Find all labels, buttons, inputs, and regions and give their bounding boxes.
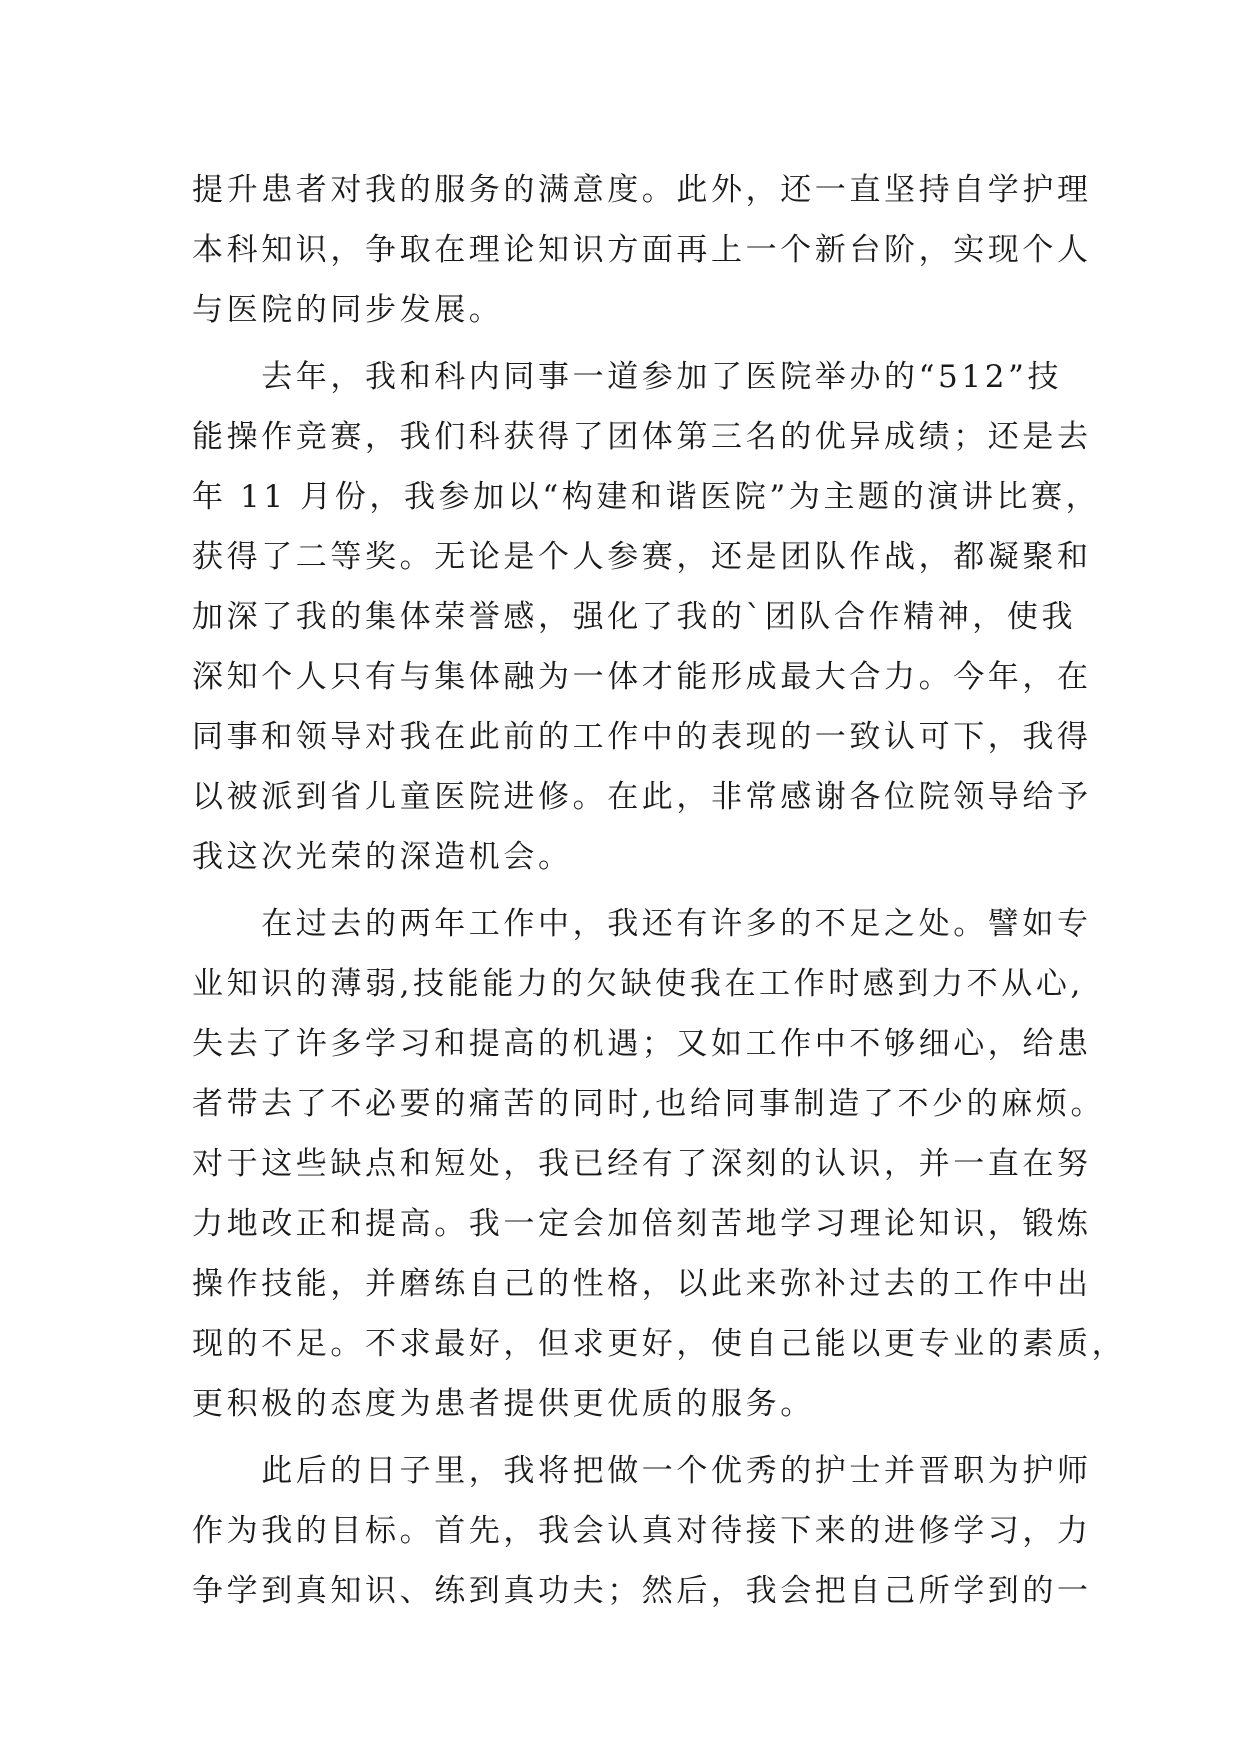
document-body: [192, 160, 1127, 1621]
text-line: 去年，我和科内同事一道参加了医院举办的“512”技: [192, 359, 1063, 395]
text-line: 与医院的同步发展。: [192, 292, 504, 328]
paragraph-2: [192, 347, 1101, 887]
text-line: 加深了我的集体荣誉感，强化了我的`团队合作精神，使我: [192, 599, 1077, 635]
text-line: 获得了二等奖。无论是个人参赛，还是团队作战，都凝聚和: [192, 539, 1092, 575]
text-line: 现的不足。不求最好，但求更好，使自己能以更专业的素质，: [192, 1326, 1127, 1362]
text-line: 能操作竞赛，我们科获得了团体第三名的优异成绩；还是去: [192, 419, 1092, 455]
text-line: 在过去的两年工作中，我还有许多的不足之处。譬如专: [192, 906, 1092, 942]
text-line: 争学到真知识、练到真功夫；然后，我会把自己所学到的一: [192, 1573, 1092, 1609]
paragraph-3: [192, 894, 1127, 1434]
text-line: 同事和领导对我在此前的工作中的表现的一致认可下，我得: [192, 719, 1092, 755]
text-line: 提升患者对我的服务的满意度。此外，还一直坚持自学护理: [192, 172, 1092, 208]
text-line: 对于这些缺点和短处，我已经有了深刻的认识，并一直在努: [192, 1146, 1092, 1182]
text-line: 本科知识，争取在理论知识方面再上一个新台阶，实现个人: [192, 232, 1092, 268]
text-line: 以被派到省儿童医院进修。在此，非常感谢各位院领导给予: [192, 779, 1092, 815]
paragraph-spacing: [192, 887, 1052, 894]
text-line: 深知个人只有与集体融为一体才能形成最大合力。今年，在: [192, 659, 1092, 695]
paragraph-1: [192, 160, 1092, 340]
text-line: 作为我的目标。首先，我会认真对待接下来的进修学习，力: [192, 1513, 1092, 1549]
paragraph-spacing: [192, 340, 1052, 347]
paragraph-spacing: [192, 1434, 1052, 1441]
text-line: 我这次光荣的深造机会。: [192, 839, 573, 875]
text-line: 业知识的薄弱,技能能力的欠缺使我在工作时感到力不从心,: [192, 966, 1084, 1002]
text-line: 此后的日子里，我将把做一个优秀的护士并晋职为护师: [192, 1453, 1092, 1489]
text-line: 操作技能，并磨练自己的性格，以此来弥补过去的工作中出: [192, 1266, 1092, 1302]
text-line: 力地改正和提高。我一定会加倍刻苦地学习理论知识，锻炼: [192, 1206, 1092, 1242]
text-line: 年 11 月份，我参加以“构建和谐医院”为主题的演讲比赛，: [192, 479, 1101, 515]
text-line: 者带去了不必要的痛苦的同时,也给同事制造了不少的麻烦。: [192, 1086, 1106, 1122]
text-line: 失去了许多学习和提高的机遇；又如工作中不够细心，给患: [192, 1026, 1092, 1062]
text-line: 更积极的态度为患者提供更优质的服务。: [192, 1386, 815, 1422]
paragraph-4: [192, 1441, 1092, 1621]
